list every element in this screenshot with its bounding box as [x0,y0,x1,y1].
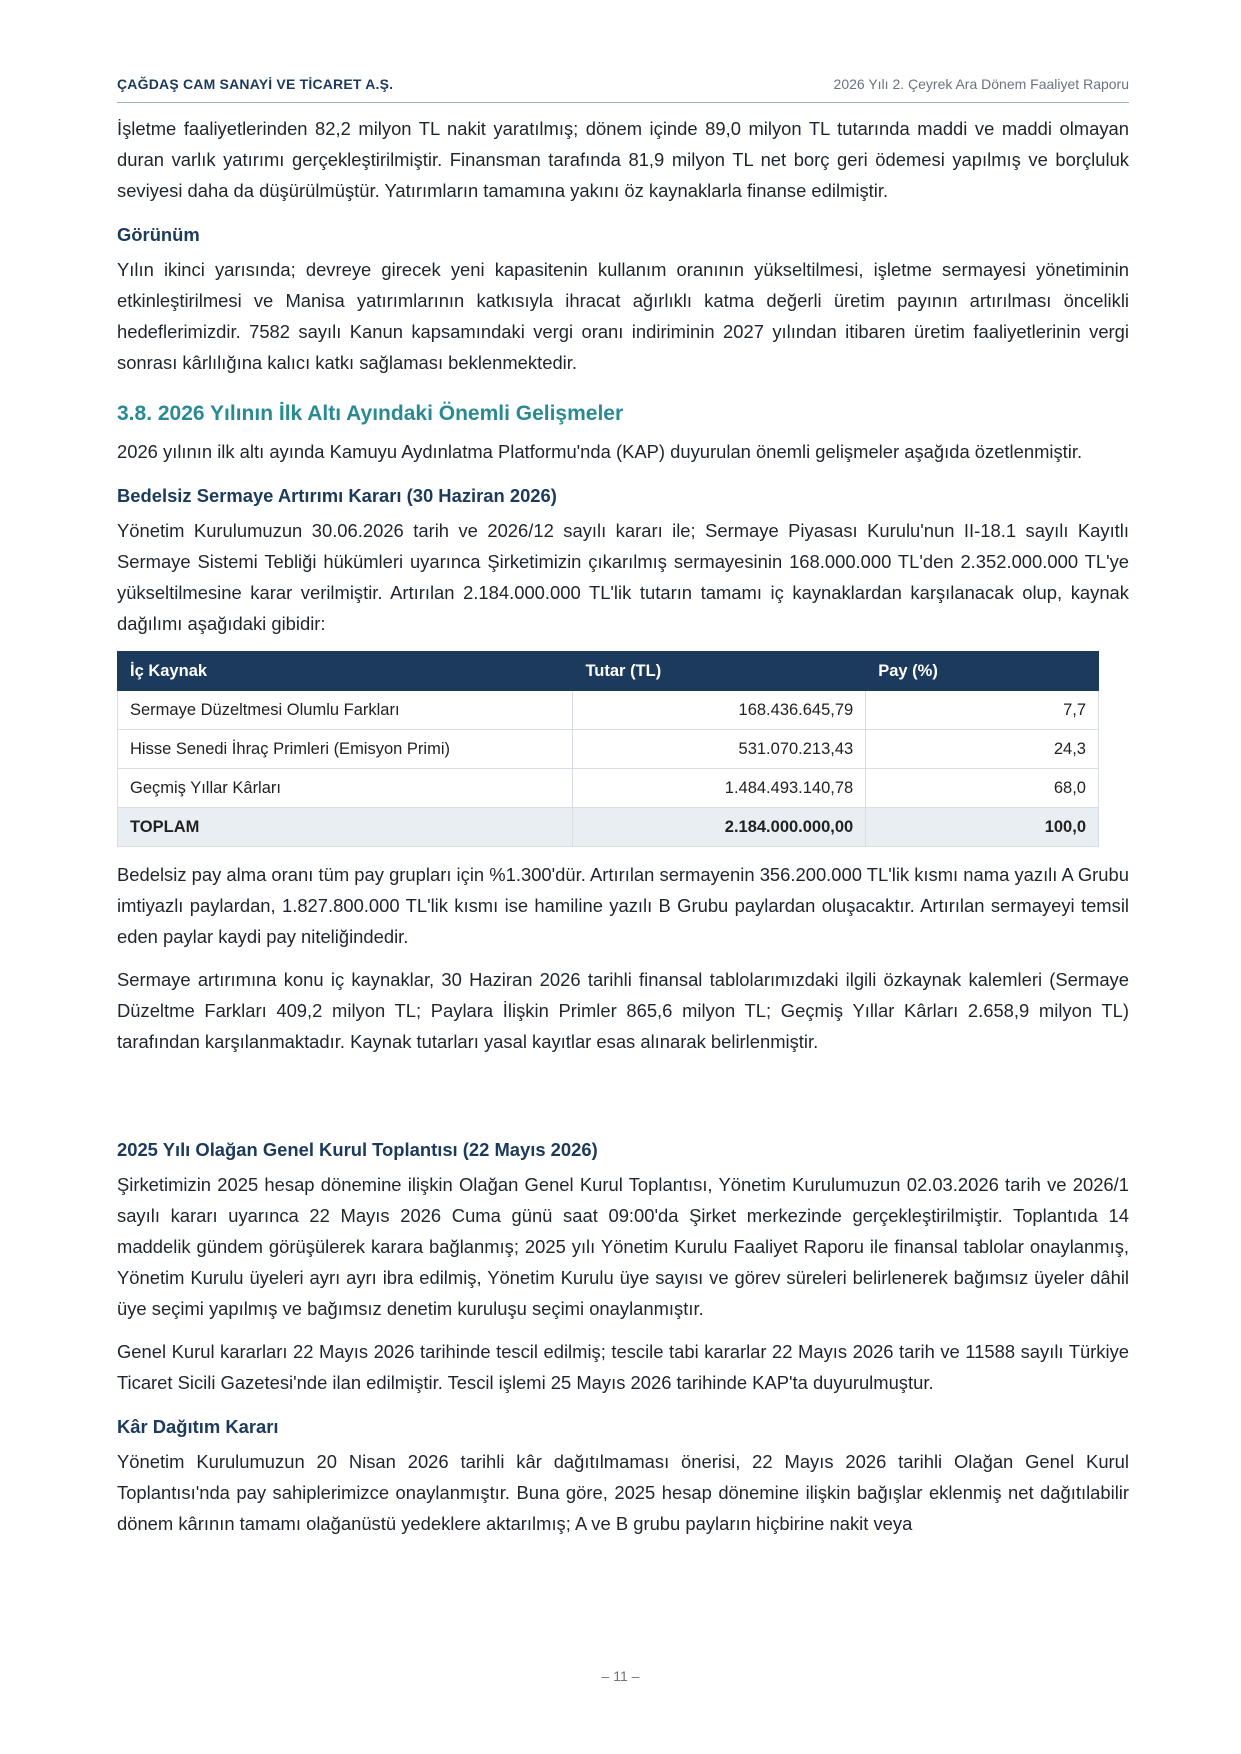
sources-paragraph: Sermaye artırımına konu iç kaynaklar, 30 Haziran 2026 tarihli finansal tablolarımızdaki ilgili özkaynak kalemleri (Sermaye Düzeltme Farkları 409,2 milyon TL; Paylara İlişkin Primler 865,6 milyon TL; Geçmiş Yıllar Kârları 2.658,9 milyon TL) tarafından karşılanmaktadır. Kaynak tutarları yasal kayıtlar esas alınarak belirlenmiştir. [117,969,1129,1052]
section-intro: 2026 yılının ilk altı ayında Kamuyu Aydınlatma Platformu'nda (KAP) duyurulan önemli gelişmeler aşağıda özetlenmiştir. [117,441,1083,462]
column-header-source: İç Kaynak [118,652,573,691]
source-cell: Sermaye Düzeltmesi Olumlu Farkları [118,691,573,730]
capital-increase-heading: Bedelsiz Sermaye Artırımı Kararı (30 Haziran 2026) [117,485,557,506]
section-spacer [117,1069,1129,1121]
source-cell: Hisse Senedi İhraç Primleri (Emisyon Primi) [118,730,573,769]
total-amount-cell: 2.184.000.000,00 [573,808,866,847]
amount-cell: 168.436.645,79 [573,691,866,730]
dividend-heading: Kâr Dağıtım Kararı [117,1416,279,1437]
general-assembly-paragraph-1: Şirketimizin 2025 hesap dönemine ilişkin Olağan Genel Kurul Toplantısı, Yönetim Kurulumuzun 02.03.2026 tarih ve 2026/1 sayılı kararı uyarınca 22 Mayıs 2026 Cuma günü saat 09:00'da Şirket merkezinde gerçekleştirilmiştir. Toplantıda 14 maddelik gündem görüşülerek karara bağlanmış; 2025 yılı Yönetim Kurulu Faaliyet Raporu ile finansal tablolar onaylanmış, Yönetim Kurulu üyeleri ayrı ayrı ibra edilmiş, Yönetim Kurulu üye sayısı ve görev süreleri belirlenerek bağımsız üyeler dâhil üye seçimi yapılmış ve bağımsız denetim kuruluşu seçimi onaylanmıştır. [117,1174,1129,1319]
section-heading: 3.8. 2026 Yılının İlk Altı Ayındaki Önemli Gelişmeler [117,402,624,425]
outlook-heading: Görünüm [117,224,200,245]
dividend-paragraph: Yönetim Kurulumuzun 20 Nisan 2026 tarihli kâr dağıtılmaması önerisi, 22 Mayıs 2026 tarihli Olağan Genel Kurul Toplantısı'nda pay sahiplerimizce onaylanmıştır. Buna göre, 2025 hesap dönemine ilişkin bağışlar eklenmiş net dağıtılabilir dönem kârının tamamı olağanüstü yedeklere aktarılmış; A ve B grubu payların hiçbirine nakit veya [117,1451,1129,1534]
share-cell: 7,7 [866,691,1099,730]
table-row [118,691,1099,730]
company-name: ÇAĞDAŞ CAM SANAYİ VE TİCARET A.Ş. [117,76,394,92]
table-header-row [118,652,1099,691]
table-total-row [118,808,1099,847]
total-share-cell: 100,0 [866,808,1099,847]
page-number: – 11 – [601,1668,640,1684]
intro-paragraph: İşletme faaliyetlerinden 82,2 milyon TL nakit yaratılmış; dönem içinde 89,0 milyon TL tutarında maddi ve maddi olmayan duran varlık yatırımı gerçekleştirilmiştir. Finansman tarafında 81,9 milyon TL net borç geri ödemesi yapılmış ve borçluluk seviyesi daha da düşürülmüştür. Yatırımların tamamına yakını öz kaynaklarla finanse edilmiştir. [117,118,1129,201]
source-cell: Geçmiş Yıllar Kârları [118,769,573,808]
table-row [118,769,1099,808]
total-label-cell: TOPLAM [118,808,573,847]
general-assembly-heading: 2025 Yılı Olağan Genel Kurul Toplantısı (22 Mayıs 2026) [117,1139,598,1160]
column-header-share: Pay (%) [866,652,1099,691]
report-title: 2026 Yılı 2. Çeyrek Ara Dönem Faaliyet Raporu [833,76,1129,92]
page-header [117,72,1129,103]
column-header-amount: Tutar (TL) [573,652,866,691]
outlook-paragraph: Yılın ikinci yarısında; devreye girecek yeni kapasitenin kullanım oranının yükseltilmesi, işletme sermayesi yönetiminin etkinleştirilmesi ve Manisa yatırımlarının katkısıyla ihracat ağırlıklı katma değerli üretim payının artırılması öncelikli hedeflerimizdir. 7582 sayılı Kanun kapsamındaki vergi oranı indiriminin 2027 yılından itibaren üretim faaliyetlerinin vergi sonrası kârlılığına kalıcı katkı sağlaması beklenmektedir. [117,259,1129,373]
page-content [117,113,1129,1551]
general-assembly-paragraph-2: Genel Kurul kararları 22 Mayıs 2026 tarihinde tescil edilmiş; tescile tabi kararlar 22 Mayıs 2026 tarih ve 11588 sayılı Türkiye Ticaret Sicili Gazetesi'nde ilan edilmiştir. Tescil işlemi 25 Mayıs 2026 tarihinde KAP'ta duyurulmuştur. [117,1341,1129,1393]
internal-sources-table [117,651,1099,847]
share-cell: 24,3 [866,730,1099,769]
allocation-paragraph: Bedelsiz pay alma oranı tüm pay grupları için %1.300'dür. Artırılan sermayenin 356.200.000 TL'lik kısmı nama yazılı A Grubu imtiyazlı paylardan, 1.827.800.000 TL'lik kısmı ise hamiline yazılı B Grubu paylardan oluşacaktır. Artırılan sermayeyi temsil eden paylar kaydi pay niteliğindedir. [117,864,1129,947]
amount-cell: 531.070.213,43 [573,730,866,769]
share-cell: 68,0 [866,769,1099,808]
table-row [118,730,1099,769]
capital-increase-paragraph: Yönetim Kurulumuzun 30.06.2026 tarih ve 2026/12 sayılı kararı ile; Sermaye Piyasası Kurulu'nun II-18.1 sayılı Kayıtlı Sermaye Sistemi Tebliği hükümleri uyarınca Şirketimizin çıkarılmış sermayesinin 168.000.000 TL'den 2.352.000.000 TL'ye yükseltilmesine karar verilmiştir. Artırılan 2.184.000.000 TL'lik tutarın tamamı iç kaynaklardan karşılanacak olup, kaynak dağılımı aşağıdaki gibidir: [117,520,1129,634]
amount-cell: 1.484.493.140,78 [573,769,866,808]
